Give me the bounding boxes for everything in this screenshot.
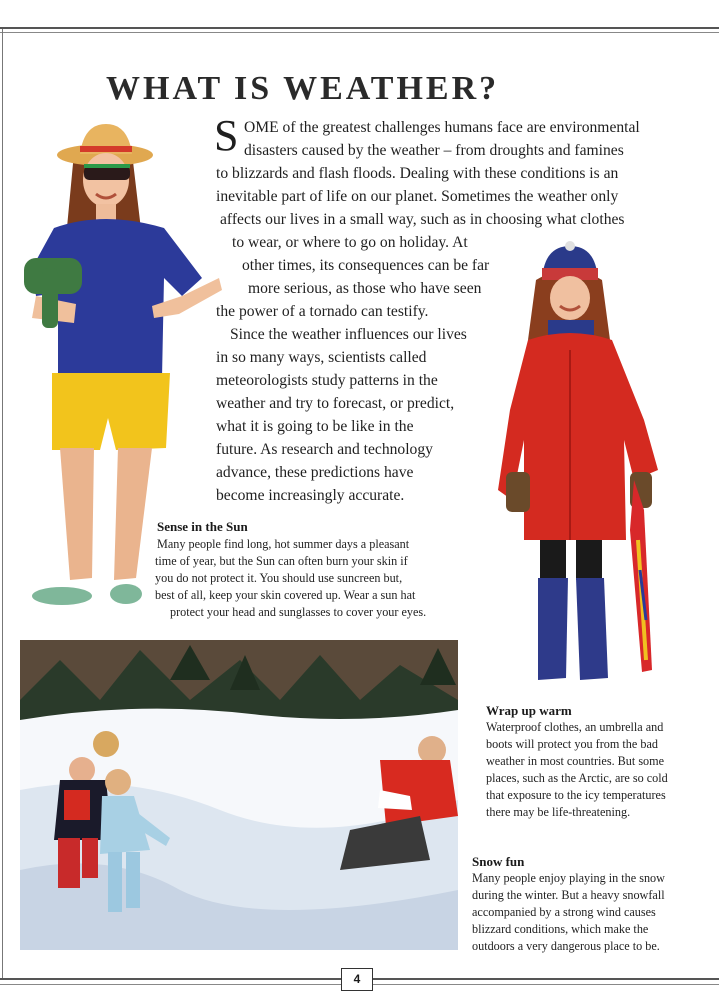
intro-line: OME of the greatest challenges humans face are environmental xyxy=(244,119,640,136)
intro-line: to blizzards and flash floods. Dealing with these conditions is an xyxy=(216,165,619,182)
caption-line: there may be life-threatening. xyxy=(486,805,631,819)
caption-line: during the winter. But a heavy snowfall xyxy=(472,888,665,902)
caption-line: protect your head and sunglasses to cover your eyes. xyxy=(170,605,427,619)
intro-line: what it is going to be like in the xyxy=(216,418,414,435)
caption-line: Many people enjoy playing in the snow xyxy=(472,871,665,885)
caption-line: time of year, but the Sun can often burn your skin if xyxy=(155,554,408,568)
intro-line: the power of a tornado can testify. xyxy=(216,303,429,320)
caption-line: outdoors a very dangerous place to be. xyxy=(472,939,660,953)
left-border-rule xyxy=(2,29,3,979)
intro-line: become increasingly accurate. xyxy=(216,487,405,504)
intro-line: Since the weather influences our lives xyxy=(230,326,467,343)
caption-title: Sense in the Sun xyxy=(157,519,248,534)
intro-line: more serious, as those who have seen xyxy=(248,280,482,297)
intro-line: future. As research and technology xyxy=(216,441,433,458)
caption-line: you do not protect it. You should use suncreen but, xyxy=(155,571,403,585)
caption-line: boots will protect you from the bad xyxy=(486,737,658,751)
intro-line: to wear, or where to go on holiday. At xyxy=(232,234,468,251)
intro-line: inevitable part of life on our planet. Sometimes the weather only xyxy=(216,188,619,205)
caption-line: best of all, keep your skin covered up. Wear a sun hat xyxy=(155,588,416,602)
raincoat-girl-photo xyxy=(494,240,664,690)
caption-title: Snow fun xyxy=(472,854,525,869)
top-border-rule xyxy=(0,27,719,29)
intro-line: in so many ways, scientists called xyxy=(216,349,427,366)
caption-line: blizzard conditions, which make the xyxy=(472,922,649,936)
caption-line: weather in most countries. But some xyxy=(486,754,665,768)
intro-line: weather and try to forecast, or predict, xyxy=(216,395,455,412)
top-border-rule-thin xyxy=(0,32,719,33)
caption-title: Wrap up warm xyxy=(486,703,572,718)
page-title: WHAT IS WEATHER? xyxy=(106,69,500,107)
caption-line: accompanied by a strong wind causes xyxy=(472,905,656,919)
caption-line: Many people find long, hot summer days a pleasant xyxy=(157,537,410,551)
intro-line: meteorologists study patterns in the xyxy=(216,372,438,389)
caption-line: places, such as the Arctic, are so cold xyxy=(486,771,668,785)
caption-line: Waterproof clothes, an umbrella and xyxy=(486,720,664,734)
intro-line: disasters caused by the weather – from droughts and famines xyxy=(244,142,624,159)
intro-line: advance, these predictions have xyxy=(216,464,414,481)
intro-line: other times, its consequences can be far xyxy=(242,257,490,274)
snow-play-photo xyxy=(20,640,458,950)
drop-cap: S xyxy=(214,111,239,160)
page-number: 4 xyxy=(341,968,373,991)
intro-line: affects our lives in a small way, such as in choosing what clothes xyxy=(220,211,625,228)
caption-line: that exposure to the icy temperatures xyxy=(486,788,666,802)
